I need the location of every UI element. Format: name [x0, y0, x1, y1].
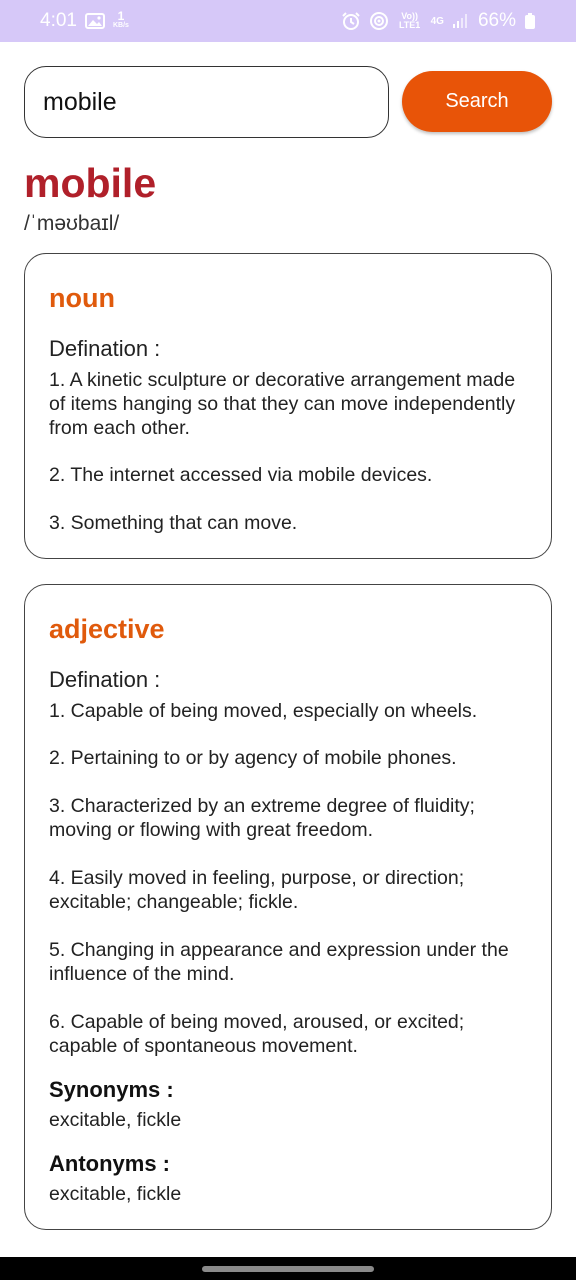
antonyms-label: Antonyms : — [49, 1151, 170, 1176]
data-speed-unit: KB/s — [112, 22, 129, 29]
home-indicator[interactable] — [202, 1266, 374, 1272]
definition-item: 6. Capable of being moved, aroused, or excited; capable of spontaneous movement. — [49, 1011, 465, 1057]
signal-icon — [452, 13, 470, 29]
definition-label: Defination : — [49, 667, 161, 692]
volte-indicator: Vo)) LTE1 — [398, 11, 421, 30]
definition-item: 4. Easily moved in feeling, purpose, or direction; excitable; changeable; fickle. — [49, 867, 465, 913]
gallery-icon — [85, 12, 105, 30]
word-title: mobile — [24, 160, 157, 206]
adjective-card — [24, 584, 552, 1230]
definition-item: 1. A kinetic sculpture or decorative arrangement made of items hanging so that they can move independently from each other. — [49, 369, 516, 439]
data-speed-value: 1 — [117, 9, 125, 23]
battery-percent: 66% — [477, 10, 516, 31]
synonyms-label: Synonyms : — [49, 1077, 174, 1102]
part-of-speech-noun: noun — [49, 283, 115, 313]
hotspot-icon — [369, 11, 389, 31]
definition-item: 2. Pertaining to or by agency of mobile phones. — [49, 747, 457, 769]
search-input[interactable] — [24, 66, 389, 138]
part-of-speech-adjective: adjective — [49, 614, 165, 644]
navigation-bar — [0, 1257, 576, 1280]
status-bar — [0, 0, 576, 42]
phonetic-text: /ˈməʊbaɪl/ — [24, 212, 120, 235]
alarm-icon — [341, 11, 361, 31]
status-right — [341, 10, 536, 32]
status-time: 4:01 — [40, 10, 77, 31]
definition-item: 5. Changing in appearance and expression under the influence of the mind. — [49, 939, 509, 985]
search-row — [24, 66, 552, 138]
definition-item: 2. The internet accessed via mobile devices. — [49, 464, 433, 486]
battery-icon — [524, 12, 536, 30]
network-type: 4G — [430, 15, 444, 27]
definition-item: 3. Characterized by an extreme degree of fluidity; moving or flowing with great freedom. — [49, 795, 475, 841]
status-left — [40, 10, 129, 32]
data-speed-indicator — [112, 9, 129, 30]
definition-item: 3. Something that can move. — [49, 512, 298, 534]
definition-label: Defination : — [49, 336, 161, 361]
antonyms-value: excitable, fickle — [49, 1183, 182, 1205]
synonyms-value: excitable, fickle — [49, 1109, 182, 1131]
definition-item: 1. Capable of being moved, especially on wheels. — [49, 700, 478, 722]
search-button[interactable]: Search — [402, 71, 552, 132]
noun-card — [24, 253, 552, 559]
